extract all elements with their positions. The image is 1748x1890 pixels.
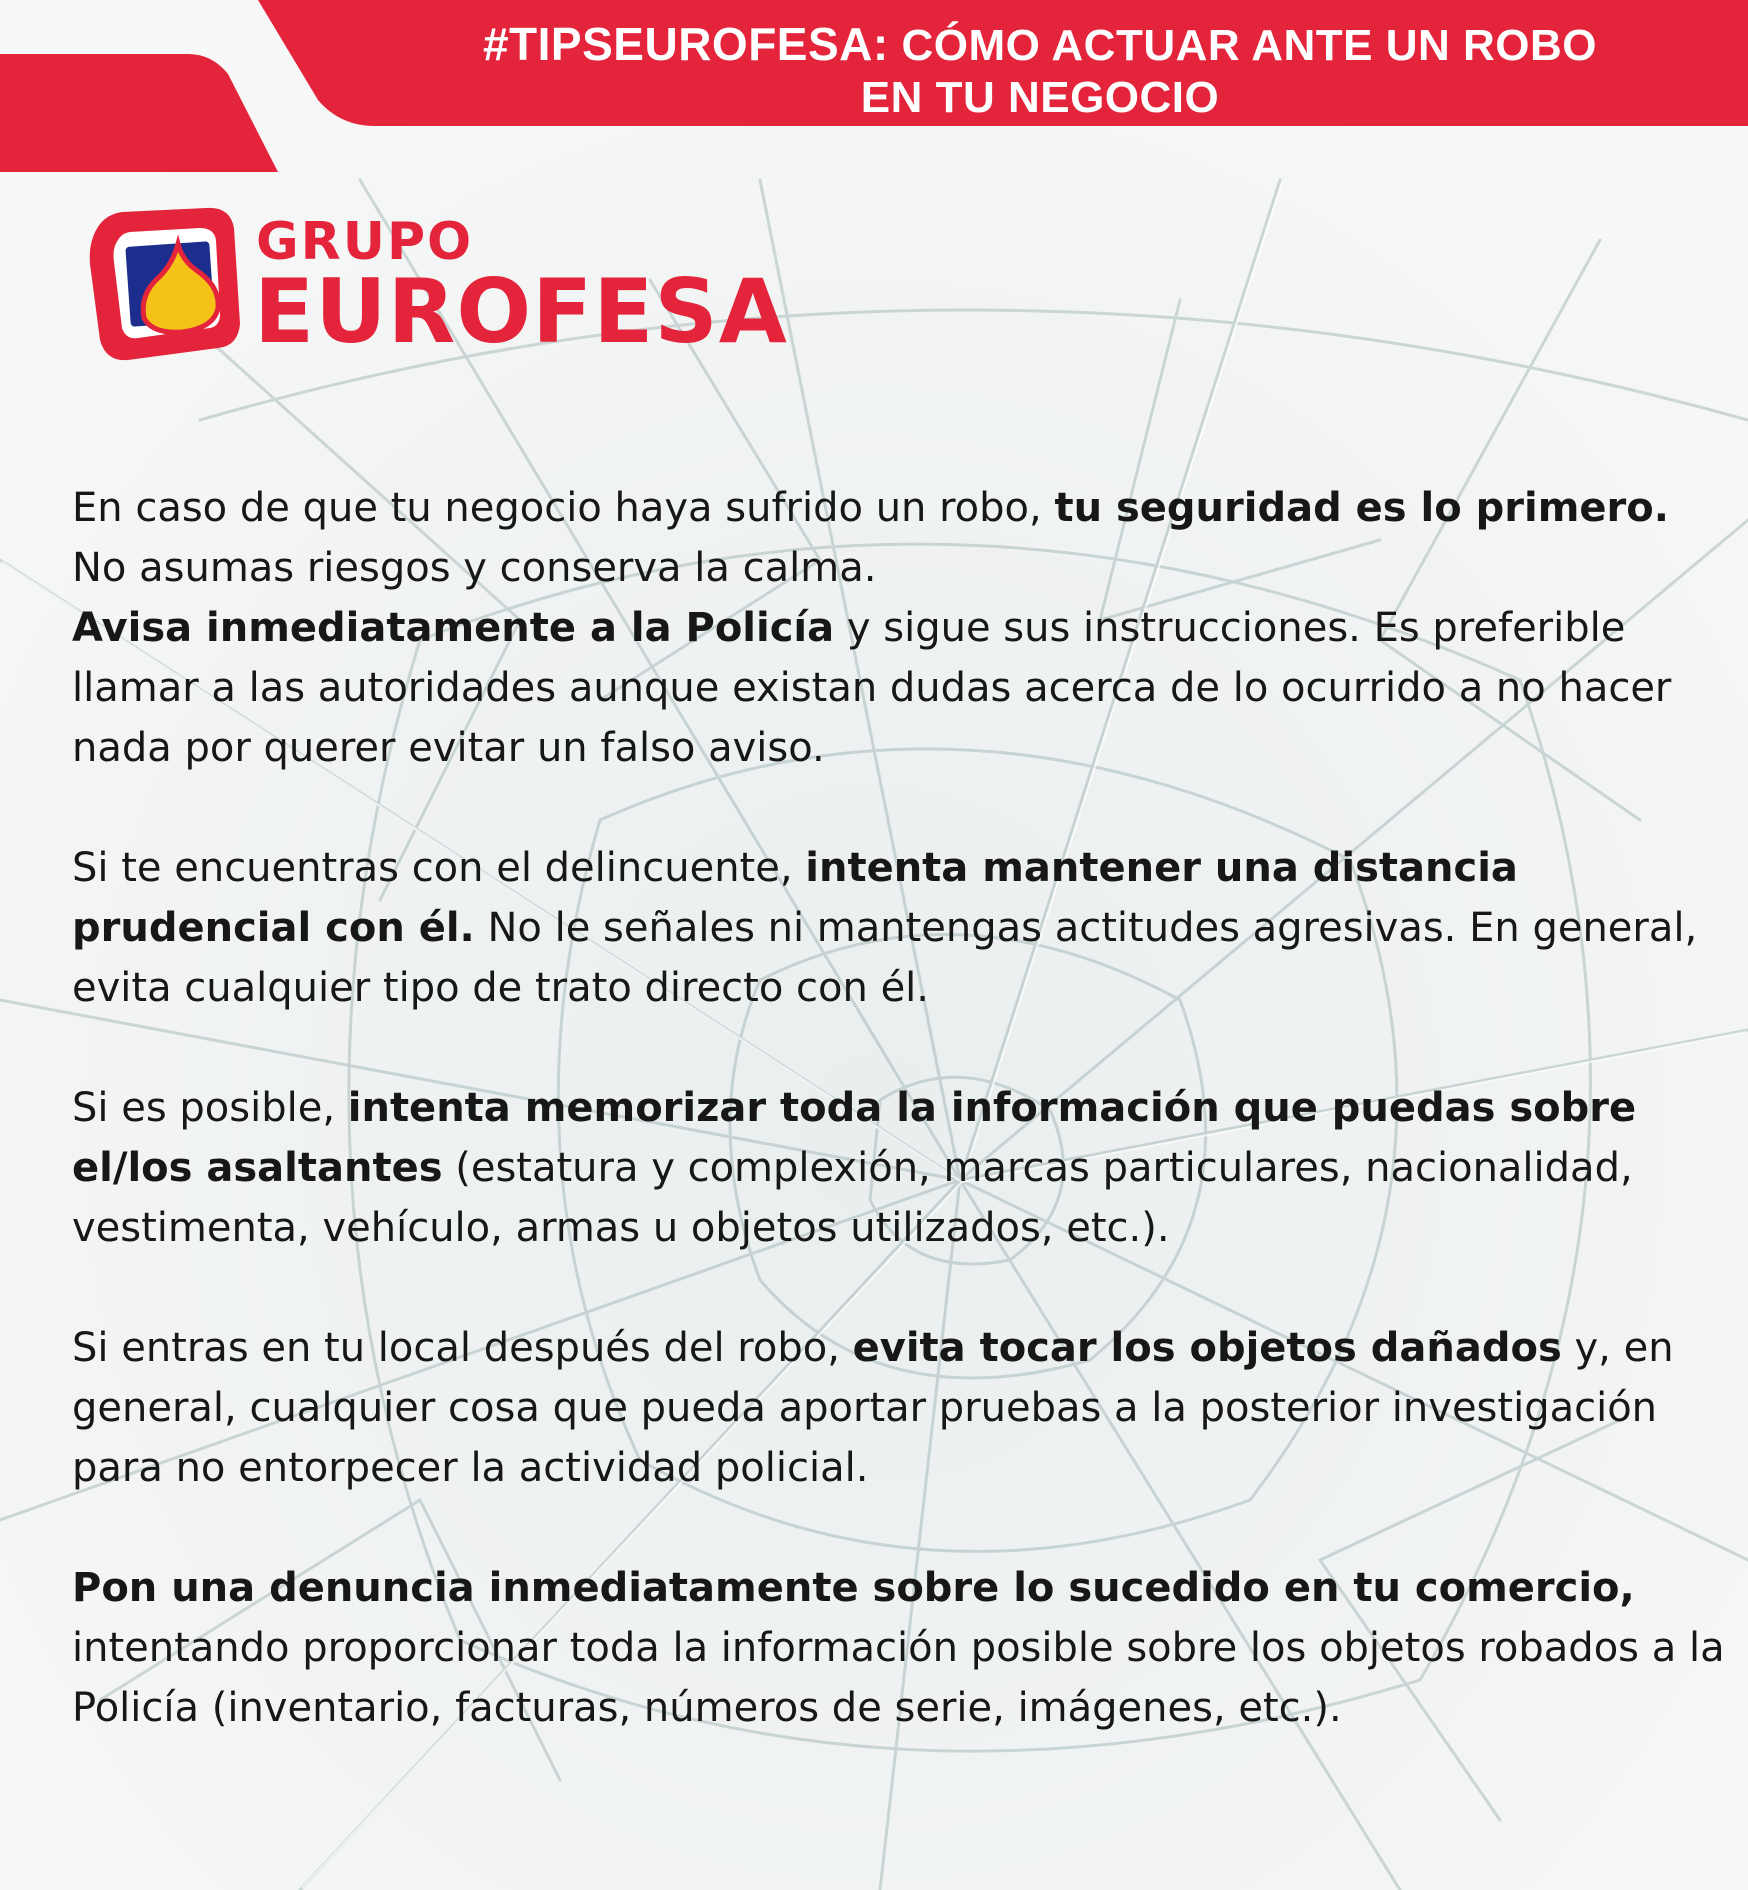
tips-content [72, 478, 1732, 1798]
header-title-line1 [340, 18, 1740, 72]
paragraph-emphasis: intenta mantener una distancia prudencial con él. [72, 845, 1518, 951]
header-title-text: CÓMO ACTUAR ANTE UN ROBO [901, 21, 1598, 70]
logo-word-grupo: GRUPO [256, 212, 474, 272]
paragraph-text: En caso de que tu negocio haya sufrido un robo, [72, 485, 1055, 531]
paragraph-text: Si te encuentras con el delincuente, [72, 845, 806, 891]
grupo-eurofesa-logo [78, 200, 788, 370]
header-title-line2: EN TU NEGOCIO [860, 73, 1220, 122]
paragraph-emphasis: evita tocar los objetos dañados [852, 1325, 1562, 1371]
header-title [340, 18, 1740, 124]
eurofesa-flame-icon [78, 200, 248, 370]
paragraph-memorize [72, 1078, 1732, 1258]
paragraph-emphasis: tu seguridad es lo primero. [1054, 485, 1669, 531]
paragraph-text: y sigue sus instrucciones. Es preferible llamar a las autoridades aunque existan dudas acerca de lo ocurrido a no hacer nada por querer evitar un falso aviso. [72, 605, 1672, 771]
paragraph-evidence [72, 1318, 1732, 1498]
paragraph-safety [72, 478, 1732, 778]
paragraph-emphasis: Pon una denuncia inmediatamente sobre lo sucedido en tu comercio, [72, 1565, 1635, 1611]
logo-word-eurofesa: EUROFESA [254, 260, 788, 363]
paragraph-report [72, 1558, 1732, 1738]
paragraph-text: No asumas riesgos y conserva la calma. [72, 545, 877, 591]
paragraph-text: intentando proporcionar toda la información posible sobre los objetos robados a la Policía (inventario, facturas, números de serie, imágenes, etc.). [72, 1625, 1725, 1731]
header-hashtag: #TIPSEUROFESA: [482, 18, 889, 70]
paragraph-distance [72, 838, 1732, 1018]
paragraph-emphasis: intenta memorizar toda la información que puedas sobre el/los asaltantes [72, 1085, 1637, 1191]
paragraph-text: (estatura y complexión, marcas particulares, nacionalidad, vestimenta, vehículo, armas u objetos utilizados, etc.). [72, 1145, 1633, 1251]
paragraph-text: y, en general, cualquier cosa que pueda aportar pruebas a la posterior investigación para no entorpecer la actividad policial. [72, 1325, 1674, 1491]
paragraph-text: Si entras en tu local después del robo, [72, 1325, 853, 1371]
paragraph-text: No le señales ni mantengas actitudes agresivas. En general, evita cualquier tipo de trato directo con él. [72, 905, 1698, 1011]
paragraph-emphasis: Avisa inmediatamente a la Policía [72, 605, 835, 651]
paragraph-text: Si es posible, [72, 1085, 348, 1131]
